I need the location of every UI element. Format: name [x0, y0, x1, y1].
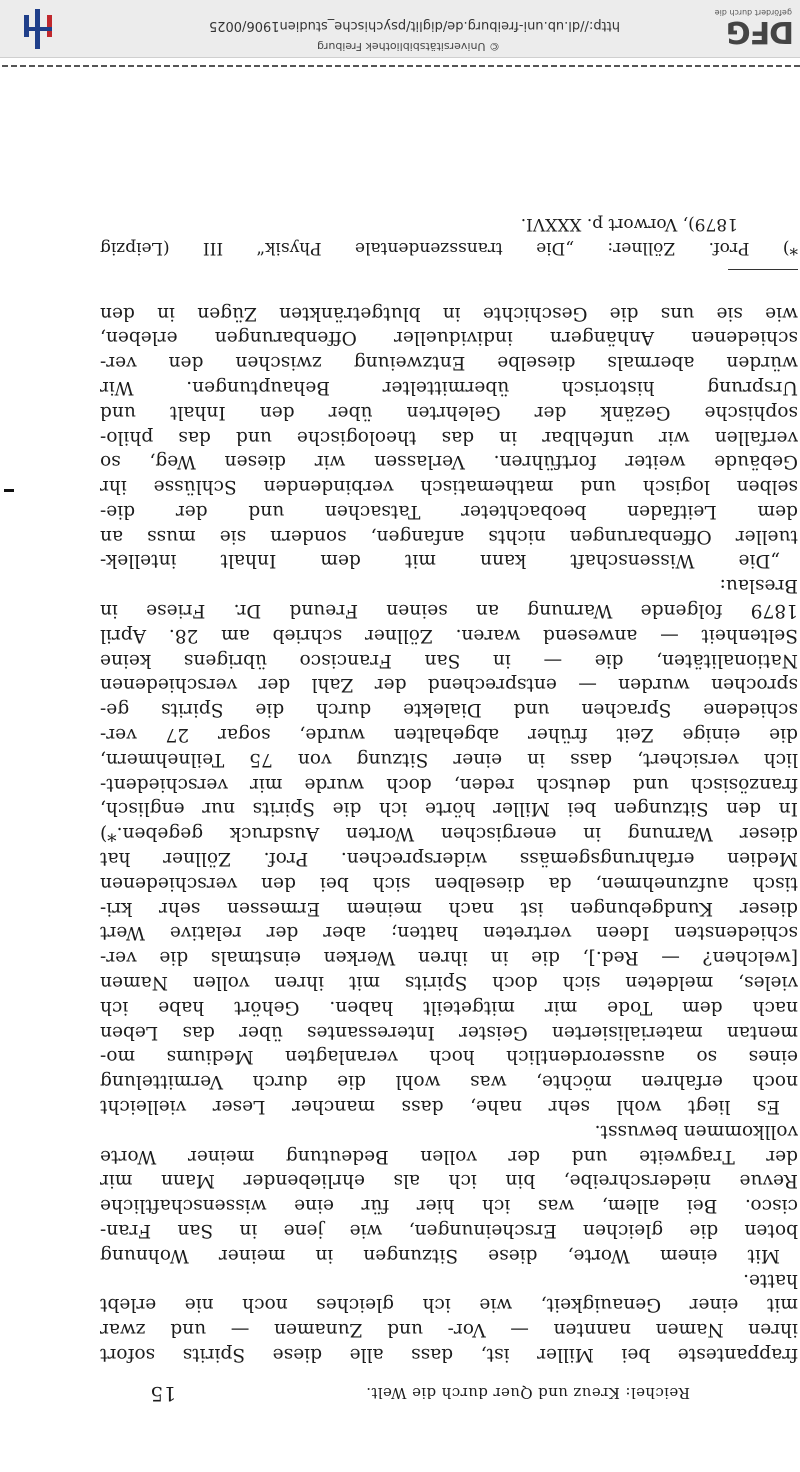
text-line: Nationalitäten, die — in San Francisco übrigens keine [100, 649, 798, 671]
text-line: Mit einem Worte, diese Sitzungen in meiner Wohnung [100, 1244, 780, 1266]
copyright-notice: © Universitätsbibliothek Freiburg [317, 40, 500, 53]
text-line: Medien erfahrungsgemäss widersprechen. Prof. Zöllner hat [100, 848, 798, 870]
text-line: cisco. Bei allem, was ich hier für eine wissenschaftliche [100, 1195, 798, 1217]
text-line: schiedenen Anhängern individueller Offenbarungen erleben, [100, 327, 798, 349]
text-line: selben logisch und mathematisch verbindenden Schlüsse ihr [100, 476, 798, 498]
text-line: noch erfahren möchte, was wohl die durch Vermittelung [100, 1071, 798, 1093]
body-text [100, 300, 798, 1366]
text-line: vollkommen bewusst. [594, 1120, 798, 1142]
library-banner [0, 0, 800, 58]
text-line: frappanteste bei Miller ist, dass alle diese Spirits sofort [100, 1344, 798, 1365]
text-line: nach dem Tode mir mitgeteilt haben. Gehört habe ich [100, 996, 798, 1018]
margin-mark [4, 489, 14, 492]
text-line: schiedensten Ideen vertreten hatten; aber der relative Wert [100, 922, 798, 944]
text-line: 1879 folgende Warnung an seinen Freund Dr. Friese in [100, 600, 798, 622]
source-url-link[interactable]: http://dl.ub.uni-freiburg.de/diglit/psychische_studien1906/0025 [208, 18, 620, 33]
text-line: hatte. [743, 1269, 798, 1291]
text-line: sophische Gezänk der Gelehrten über den Inhalt und [100, 401, 798, 423]
text-line: Ursprung historisch übermittelter Behauptungen. Wir [100, 376, 798, 398]
text-line: der Tragweite und der vollen Bedeutung meiner Worte [100, 1145, 798, 1167]
text-line: lich versichert, dass in einer Sitzung von 75 Teilnehmern, [100, 748, 798, 770]
text-line: sprochen wurden — entsprechend der Zahl der verschiedenen [100, 674, 798, 696]
text-line: vieles, meldeten sich doch Spirits mit ihren vollen Namen [100, 972, 798, 994]
text-line: „Die Wissenschaft kann mit dem Inhalt intellek- [100, 550, 780, 572]
text-line: verfallen wir unfehlbar in das theologische und das philo- [100, 426, 798, 448]
text-line: boten die gleichen Erscheinungen, wie jene in San Fran- [100, 1220, 798, 1242]
text-line: mentan materialisierten Geister Interessantes über das Leben [100, 1021, 798, 1043]
text-line: mit einer Genauigkeit, wie ich gleiches noch nie erlebt [100, 1294, 798, 1316]
text-line: Breslau: [719, 575, 798, 597]
text-line: ihren Namen nannten — Vor- und Zunamen — und zwar [100, 1319, 798, 1341]
text-line: Revue niederschreibe, bin ich als ehrliebender Mann mir [100, 1170, 798, 1192]
text-line: die einige Zeit früher abgehalten wurde, sogar 27 ver- [100, 724, 798, 746]
text-line: tisch aufzunehmen, da dieselben sich bei den verschiedenen [100, 872, 798, 894]
text-line: dieser Kundgebungen ist nach meinem Ermessen sehr kri- [100, 897, 798, 919]
text-line: Es liegt wohl sehr nahe, dass mancher Leser vielleicht [100, 1096, 780, 1118]
scan-edge-rule [0, 65, 800, 67]
text-line: In den Sitzungen bei Miller hörte ich die Spirits nur englisch, [100, 798, 798, 820]
text-line: schiedene Sprachen und Dialekte durch die Spirits ge- [100, 699, 798, 721]
university-library-logo-icon[interactable] [20, 7, 56, 51]
footnote-rule [728, 269, 798, 270]
running-head [150, 1376, 690, 1406]
text-line: Seltenheit — anwesend waren. Zöllner schrieb am 28. April [100, 624, 798, 646]
text-line: tueller Offenbarungen nichts anfangen, sondern sie muss an [100, 525, 798, 547]
text-line: eines so ausserordentlich hoch veranlagten Mediums mo- [100, 1046, 798, 1068]
footnote-line: 1879), Vorwort p. XXXVI. [520, 214, 738, 234]
text-line: dem Leitfaden beobachteter Tatsachen und der die- [100, 500, 798, 522]
text-line: würden abermals dieselbe Entzweiung zwischen den ver- [100, 352, 798, 374]
dfg-logo-subtitle: gefördert durch die [714, 8, 792, 17]
dfg-logo[interactable]: DFG [726, 14, 794, 49]
text-line: [welchen? — Red.], die in ihren Werken einstmals die ver- [100, 947, 798, 969]
text-line: Gebäude weiter fortführen. Verlassen wir diesen Weg, so [100, 451, 798, 473]
footnote [100, 212, 798, 260]
footnote-line: *) Prof. Zöllner: „Die transszendentale Physik“ III (Leipzig [100, 238, 798, 258]
text-line: wie sie uns die Geschichte in blutgetränkten Zügen in den [100, 302, 798, 324]
running-head-title: Reichel: Kreuz und Quer durch die Welt. [365, 1384, 690, 1402]
text-line: dieser Warnung in energischen Worten Ausdruck gegeben.*) [100, 823, 798, 845]
page-number: 15 [150, 1382, 177, 1406]
text-line: französisch und deutsch reden, doch wurde mir verschiedent- [100, 773, 798, 795]
